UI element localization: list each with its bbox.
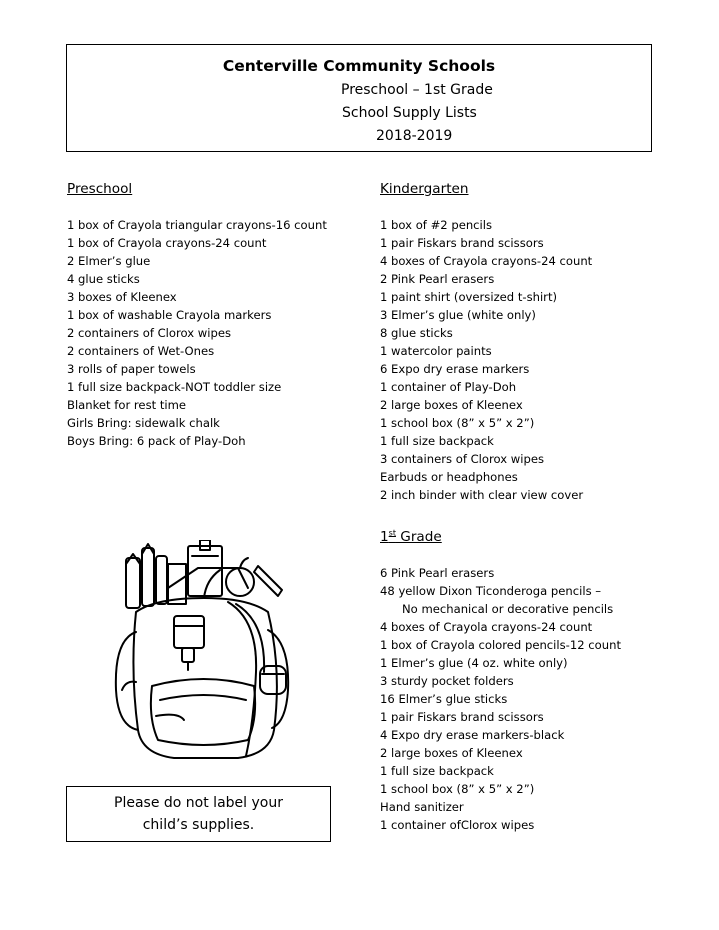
list-item: 1 box of Crayola triangular crayons-16 count [67, 218, 327, 232]
list-item: 1 container of Play-Doh [380, 380, 517, 394]
list-item: 1 pair Fiskars brand scissors [380, 236, 544, 250]
list-item: 3 rolls of paper towels [67, 362, 196, 376]
list-item: Earbuds or headphones [380, 470, 518, 484]
list-item: Boys Bring: 6 pack of Play-Doh [67, 434, 246, 448]
list-item: 48 yellow Dixon Ticonderoga pencils – [380, 584, 602, 598]
list-item: 3 Elmer’s glue (white only) [380, 308, 536, 322]
list-item: 1 full size backpack [380, 764, 494, 778]
preschool-section [67, 180, 327, 450]
school-year: 2018-2019 [376, 128, 453, 144]
list-item: 2 Elmer’s glue [67, 254, 151, 268]
first-grade-title-suffix: st [388, 528, 396, 538]
list-item: 1 box of #2 pencils [380, 218, 493, 232]
kindergarten-title: Kindergarten [380, 181, 469, 197]
backpack-icon [108, 540, 298, 765]
preschool-title: Preschool [67, 181, 133, 197]
list-item: 1 full size backpack-NOT toddler size [67, 380, 282, 394]
note-line-1: Please do not label your [114, 795, 283, 811]
list-item: 1 container ofClorox wipes [380, 818, 535, 832]
first-grade-title-word: Grade [395, 529, 442, 545]
list-item: 2 large boxes of Kleenex [380, 398, 523, 412]
kindergarten-list [380, 216, 592, 504]
list-item: No mechanical or decorative pencils [402, 602, 614, 616]
list-item: 2 inch binder with clear view cover [380, 488, 584, 502]
first-grade-title [380, 528, 621, 546]
list-item: 1 Elmer’s glue (4 oz. white only) [380, 656, 568, 670]
kindergarten-section [380, 180, 592, 504]
list-item: 8 glue sticks [380, 326, 453, 340]
list-item: Girls Bring: sidewalk chalk [67, 416, 220, 430]
list-item: 16 Elmer’s glue sticks [380, 692, 508, 706]
note-line-2: child’s supplies. [142, 817, 255, 833]
label-note-box [66, 786, 331, 842]
list-item: 3 containers of Clorox wipes [380, 452, 545, 466]
list-item: 1 full size backpack [380, 434, 494, 448]
header-box [66, 44, 652, 152]
list-item: 1 school box (8” x 5” x 2”) [380, 782, 535, 796]
list-item: 6 Pink Pearl erasers [380, 566, 495, 580]
list-item: 1 pair Fiskars brand scissors [380, 710, 544, 724]
list-item: 3 boxes of Kleenex [67, 290, 177, 304]
first-grade-list [380, 564, 621, 834]
preschool-list [67, 216, 327, 450]
list-item: 4 glue sticks [67, 272, 140, 286]
list-item: 2 containers of Wet-Ones [67, 344, 215, 358]
list-item: Hand sanitizer [380, 800, 464, 814]
list-item: 2 Pink Pearl erasers [380, 272, 495, 286]
list-item: 3 sturdy pocket folders [380, 674, 514, 688]
list-item: 1 box of washable Crayola markers [67, 308, 272, 322]
list-item: 4 boxes of Crayola crayons-24 count [380, 620, 593, 634]
list-item: 4 boxes of Crayola crayons-24 count [380, 254, 593, 268]
grades-range: Preschool – 1st Grade [341, 82, 493, 98]
list-item: 6 Expo dry erase markers [380, 362, 530, 376]
list-item: 1 school box (8” x 5” x 2”) [380, 416, 535, 430]
list-item: 4 Expo dry erase markers-black [380, 728, 565, 742]
list-item: 1 box of Crayola crayons-24 count [67, 236, 267, 250]
list-item: 2 containers of Clorox wipes [67, 326, 232, 340]
first-grade-title-number: 1 [380, 529, 389, 545]
list-item: 1 box of Crayola colored pencils-12 count [380, 638, 621, 652]
list-item: 1 paint shirt (oversized t-shirt) [380, 290, 558, 304]
list-item: Blanket for rest time [67, 398, 187, 412]
school-name: Centerville Community Schools [222, 57, 496, 75]
list-item: 2 large boxes of Kleenex [380, 746, 523, 760]
list-item: 1 watercolor paints [380, 344, 492, 358]
list-title: School Supply Lists [342, 105, 477, 121]
first-grade-section [380, 528, 621, 834]
